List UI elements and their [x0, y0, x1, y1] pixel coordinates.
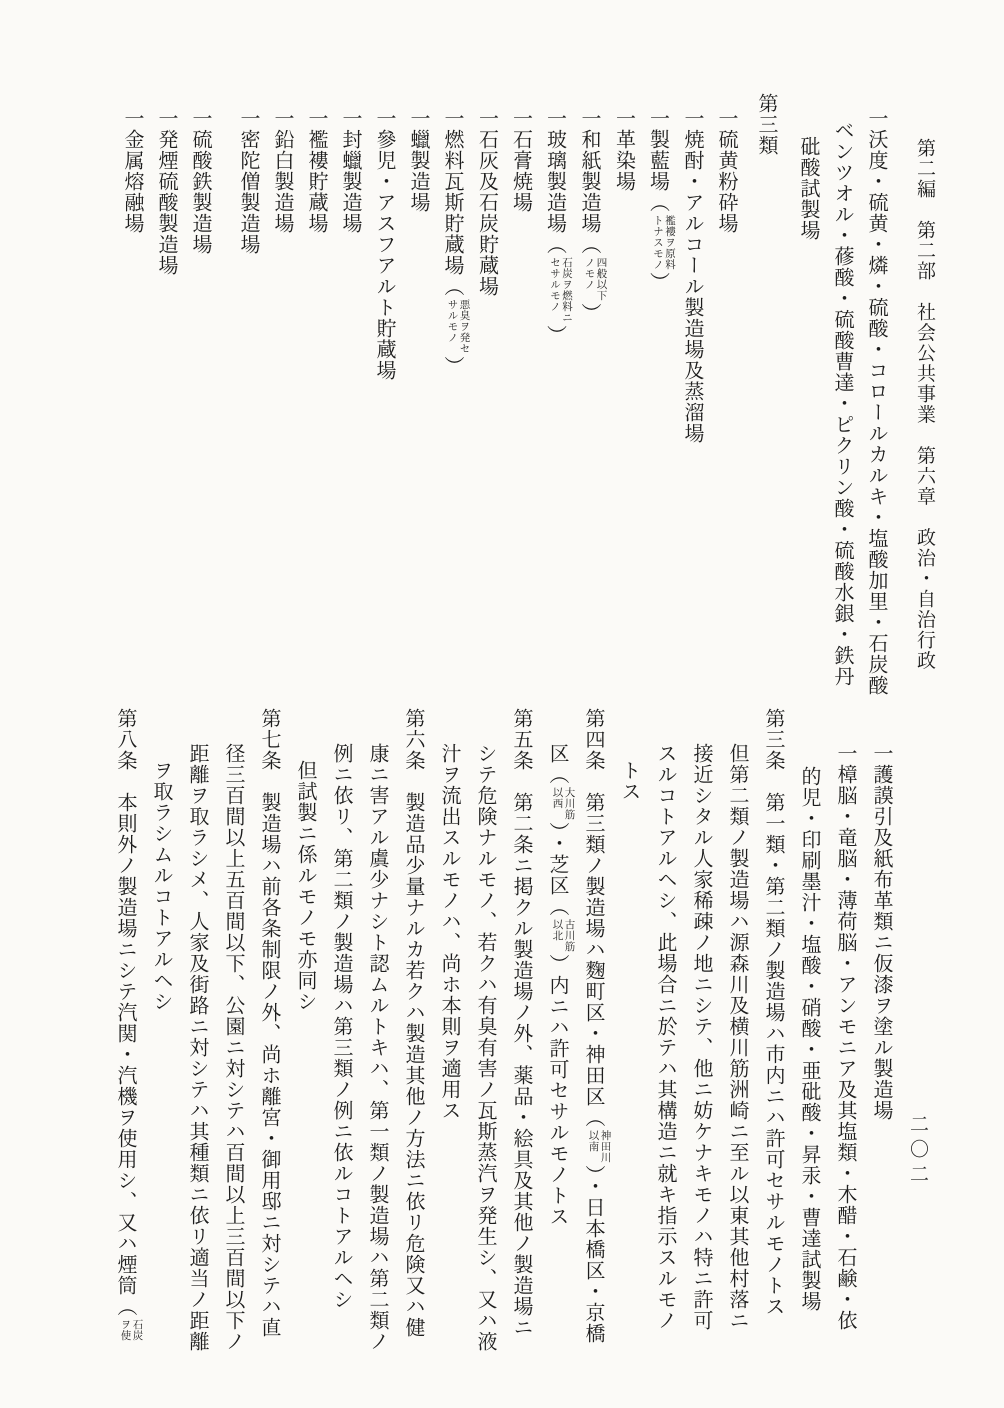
text-run: ）	[646, 272, 671, 293]
list-item-column	[266, 90, 300, 714]
inline-annotation-line: 以西	[551, 787, 564, 809]
continuation-column	[324, 708, 360, 1366]
inline-annotation-line: トナスモノ	[652, 215, 664, 270]
inline-annotation-line: サルモノ	[446, 299, 459, 343]
inline-annotation-line: 以北	[551, 919, 564, 941]
text-run: 一參児・アスフアルト貯蔵場	[373, 108, 397, 381]
text-run: 第八条 本則外ノ製造場ニシテ汽関・汽機ヲ使用シ、又ハ煙筒	[114, 708, 138, 1296]
text-run: 一金属熔融場	[121, 108, 145, 234]
inline-annotation-line: ヲ使	[119, 1319, 132, 1341]
text-run: 第四条 第三類ノ製造場ハ麴町区・神田区	[582, 708, 606, 1107]
text-run: 一護謨引及紙布革類ニ仮漆ヲ塗ル製造場	[870, 743, 894, 1121]
article-column	[108, 708, 144, 1366]
list-item-column	[860, 90, 894, 714]
text-run: ・芝区	[546, 833, 570, 896]
text-run: 一玻璃製造場	[543, 108, 568, 234]
text-run: 第七条 製造場ハ前各条制限ノ外、尚ホ離宮・御用邸ニ対シテハ直	[258, 708, 282, 1338]
text-run: ）	[543, 325, 568, 346]
list-item-column	[368, 90, 402, 714]
text-run: ）	[441, 356, 465, 377]
text-run: ・日本橋区・京橋	[582, 1176, 606, 1344]
inline-annotation-line: 古川筋	[563, 919, 576, 952]
text-run: 第五条 第二条ニ掲クル製造場ノ外、薬品・絵具及其他ノ製造場ニ	[510, 708, 534, 1338]
inline-annotation-line: 悪臭ヲ発セ	[458, 299, 471, 354]
text-run: （	[114, 1296, 138, 1317]
article-column	[504, 708, 540, 1366]
article-column	[252, 708, 288, 1366]
text-run: （	[546, 764, 570, 785]
inline-annotation	[447, 299, 471, 354]
inline-annotation	[552, 787, 576, 820]
list-item-column	[116, 90, 150, 714]
section-heading	[750, 90, 784, 714]
text-run: 一沃度・硫黄・燐・硫酸・コロールカルキ・塩酸加里・石炭酸	[865, 108, 889, 696]
inline-annotation-line: 襤褸ヲ原料	[664, 215, 676, 270]
text-run: ）	[578, 303, 602, 324]
article-column	[396, 708, 432, 1366]
inline-annotation	[584, 257, 608, 301]
text-run: 一燃料瓦斯貯蔵場	[441, 108, 465, 276]
text-run: 康ニ害アル虞少ナシト認ムルトキハ、第一類ノ製造場ハ第二類ノ	[366, 743, 390, 1352]
text-run: 一石灰及石炭貯蔵場	[475, 108, 500, 297]
list-item-column	[184, 90, 218, 714]
text-run: （	[582, 1107, 606, 1128]
text-run: 汁ヲ流出スルモノハ、尚ホ本則ヲ適用ス	[438, 743, 462, 1121]
text-run: 一硫酸鉄製造場	[189, 108, 213, 255]
continuation-column	[468, 708, 504, 1366]
text-run: 一蠟製造場	[407, 108, 431, 213]
article-column	[576, 708, 612, 1366]
text-run: 但試製ニ係ルモノモ亦同シ	[294, 760, 318, 1012]
text-run: ベンツオル・蓚酸・硫酸曹達・ピクリン酸・硫酸水銀・鉄丹	[831, 120, 855, 687]
article-column	[756, 708, 792, 1366]
continuation-column	[684, 708, 720, 1366]
text-run: 的児・印刷墨汁・塩酸・硝酸・亜砒酸・昇汞・曹達試製場	[798, 766, 822, 1312]
continuation-column	[180, 708, 216, 1366]
inline-annotation-line: 以南	[587, 1130, 600, 1152]
text-run: 一製藍場	[646, 108, 671, 192]
text-run: 一襤褸貯蔵場	[305, 108, 329, 234]
list-item-column	[436, 90, 471, 714]
continuation-column	[288, 708, 324, 1366]
inline-annotation	[652, 215, 676, 270]
text-run: 例ニ依リ、第二類ノ製造場ハ第三類ノ例ニ依ルコトアルヘシ	[330, 743, 354, 1310]
text-run: 径三百間以上五百間以下、公園ニ対シテハ百間以上三百間以下ノ	[222, 743, 246, 1352]
continuation-column	[612, 708, 648, 1366]
continuation-column	[360, 708, 396, 1366]
text-run: 一密陀僧製造場	[237, 108, 261, 255]
inline-annotation-line: ノモノ	[583, 257, 596, 290]
bottom-section	[108, 708, 900, 1366]
text-run: 一硫黄粉砕場	[715, 108, 739, 234]
text-run: 砒酸試製場	[797, 136, 821, 241]
text-run: スルコトアルヘシ、此場合ニ於テハ其構造ニ就キ指示スルモノ	[654, 743, 678, 1331]
text-run: ヲ取ラシムルコトアルヘシ	[150, 760, 174, 1012]
inline-annotation-line: 神田川	[599, 1130, 612, 1163]
inline-annotation-line: 大川筋	[563, 787, 576, 820]
list-item-column	[505, 90, 539, 714]
list-item-column	[710, 90, 744, 714]
text-run: 一発煙硫酸製造場	[155, 108, 179, 276]
continuation-column	[216, 708, 252, 1366]
text-run: （	[546, 896, 570, 917]
list-item-column	[232, 90, 266, 714]
text-run: 但第二類ノ製造場ハ源森川及横川筋洲崎ニ至ル以東其他村落ニ	[726, 743, 750, 1331]
inline-annotation	[549, 257, 573, 323]
text-run: 距離ヲ取ラシメ、人家及街路ニ対シテハ其種類ニ依リ適当ノ距離	[186, 743, 210, 1352]
inline-annotation	[552, 919, 576, 952]
text-run: トス	[618, 760, 642, 802]
continuation-column	[826, 90, 860, 714]
text-run: 接近シタル人家稀疎ノ地ニシテ、他ニ妨ケナキモノハ特ニ許可	[690, 743, 714, 1331]
page-number: 二〇二	[907, 1114, 929, 1189]
text-run: 一和紙製造場	[578, 108, 602, 234]
inline-annotation-line: セサルモノ	[549, 257, 561, 312]
list-item-column	[471, 90, 505, 714]
inline-annotation	[588, 1130, 612, 1163]
continuation-column	[792, 90, 826, 714]
text-run: 一石膏焼場	[509, 108, 534, 213]
text-run: 内ニハ許可セサルモノトス	[546, 975, 570, 1227]
text-run: シテ危険ナルモノ、若クハ有臭有害ノ瓦斯蒸汽ヲ発生シ、又ハ液	[474, 743, 498, 1352]
text-run: 一封蠟製造場	[339, 108, 363, 234]
inline-annotation-line: 石炭ヲ燃料ニ	[561, 257, 573, 323]
inline-annotation-line: 四般以下	[595, 257, 608, 301]
inline-annotation-line: 石炭	[131, 1319, 144, 1341]
list-item-column	[300, 90, 334, 714]
text-run: 第六条 製造品少量ナルカ若クハ製造其他ノ方法ニ依リ危険又ハ健	[402, 708, 426, 1338]
list-item-column	[608, 90, 642, 714]
text-run: 一樟脳・竜脳・薄荷脳・アンモニア及其塩類・木醋・石鹸・依	[834, 743, 858, 1331]
continuation-column	[432, 708, 468, 1366]
text-run: 第三条 第一類・第二類ノ製造場ハ市内ニハ許可セサルモノトス	[762, 708, 786, 1317]
text-run: （	[646, 192, 671, 213]
text-run: 区	[546, 743, 570, 764]
list-item-column	[642, 90, 677, 714]
list-item-column	[676, 90, 710, 714]
continuation-column	[144, 708, 180, 1366]
text-run: （	[578, 234, 602, 255]
continuation-column	[648, 708, 684, 1366]
text-run: 一焼酎・アルコール製造場及蒸溜場	[681, 108, 705, 444]
list-item-column	[334, 90, 368, 714]
continuation-column	[540, 708, 576, 1366]
text-run: 第二編 第二部 社会公共事業 第六章 政治・自治行政	[914, 138, 936, 671]
list-item-column	[864, 708, 900, 1366]
text-run: （	[543, 234, 568, 255]
list-item-column	[402, 90, 436, 714]
list-item-column	[150, 90, 184, 714]
list-item-column	[573, 90, 608, 714]
top-section	[116, 90, 942, 714]
inline-annotation	[120, 1319, 144, 1341]
running-header	[908, 90, 942, 714]
text-run: ）	[582, 1165, 606, 1176]
text-run: 一革染場	[612, 108, 637, 192]
text-run: ）	[546, 822, 570, 833]
text-run: 第三類	[755, 93, 779, 156]
text-run: （	[441, 276, 465, 297]
continuation-column	[720, 708, 756, 1366]
list-item-column	[828, 708, 864, 1366]
continuation-column	[792, 708, 828, 1366]
text-run: 一鉛白製造場	[271, 108, 295, 234]
list-item-column	[539, 90, 574, 714]
text-run: ）	[546, 954, 570, 975]
